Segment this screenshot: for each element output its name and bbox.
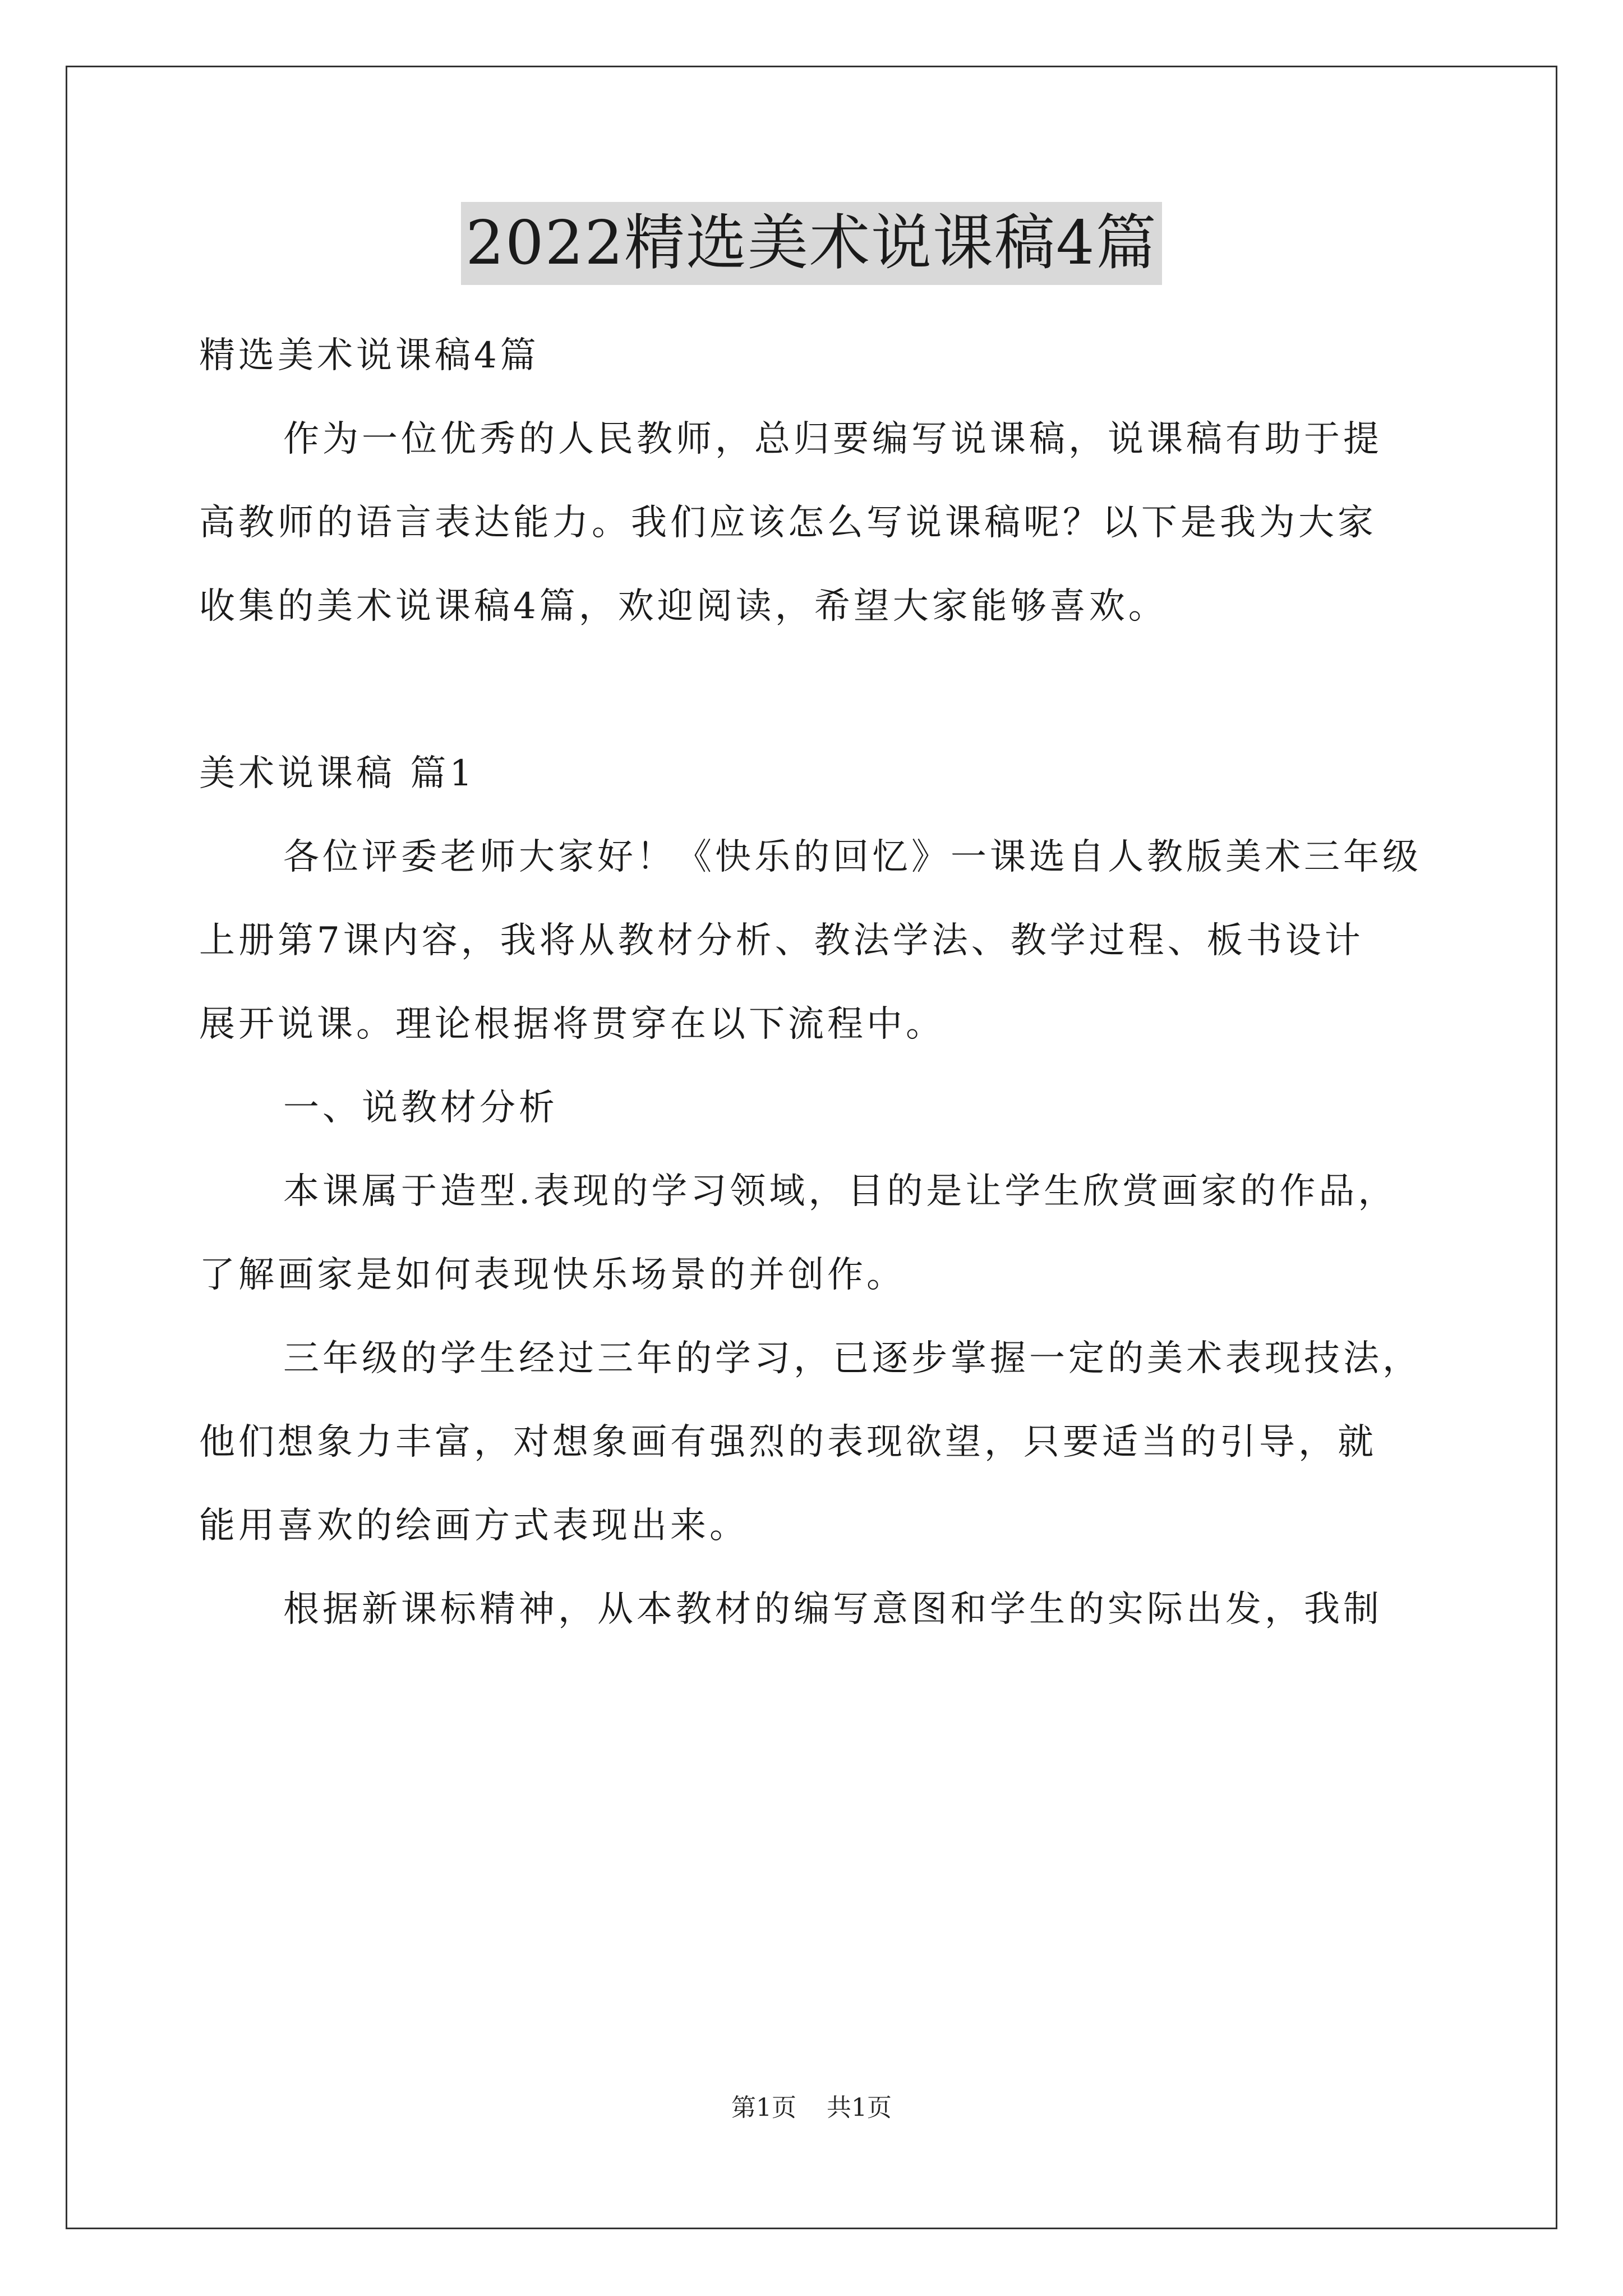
paragraph-line: 他们想象力丰富，对想象画有强烈的表现欲望，只要适当的引导，就 — [199, 1421, 1377, 1463]
paragraph-line: 作为一位优秀的人民教师，总归要编写说课稿，说课稿有助于提 — [283, 418, 1382, 460]
paragraph-line: 展开说课。理论根据将贯穿在以下流程中。 — [199, 1004, 945, 1045]
page-total: 共1页 — [827, 2093, 892, 2122]
document-body — [199, 314, 1433, 1651]
paragraph-line: 高教师的语言表达能力。我们应该怎么写说课稿呢？以下是我为大家 — [199, 502, 1377, 544]
paragraph-line: 三年级的学生经过三年的学习，已逐步掌握一定的美术表现技法， — [283, 1338, 1422, 1379]
paragraph-line: 收集的美术说课稿4篇，欢迎阅读，希望大家能够喜欢。 — [199, 586, 1168, 627]
paragraph-line: 能用喜欢的绘画方式表现出来。 — [199, 1505, 749, 1547]
paragraph-line: 上册第7课内容，我将从教材分析、教法学法、教学过程、板书设计 — [199, 920, 1364, 961]
blank-line — [199, 648, 1433, 732]
paragraph-line: 本课属于造型.表现的学习领域，目的是让学生欣赏画家的作品， — [283, 1171, 1398, 1212]
subtitle-line: 精选美术说课稿4篇 — [199, 335, 540, 376]
document-title: 2022精选美术说课稿4篇 — [461, 202, 1162, 285]
title-container — [0, 202, 1623, 285]
page-footer — [0, 2091, 1623, 2125]
paragraph-line: 根据新课标精神，从本教材的编写意图和学生的实际出发，我制 — [283, 1589, 1382, 1630]
section-heading: 美术说课稿 篇1 — [199, 753, 476, 794]
subsection-heading: 一、说教材分析 — [283, 1087, 558, 1129]
page-number: 第1页 — [731, 2093, 796, 2122]
paragraph-line: 了解画家是如何表现快乐场景的并创作。 — [199, 1254, 906, 1296]
paragraph-line: 各位评委老师大家好！《快乐的回忆》一课选自人教版美术三年级 — [283, 836, 1422, 878]
